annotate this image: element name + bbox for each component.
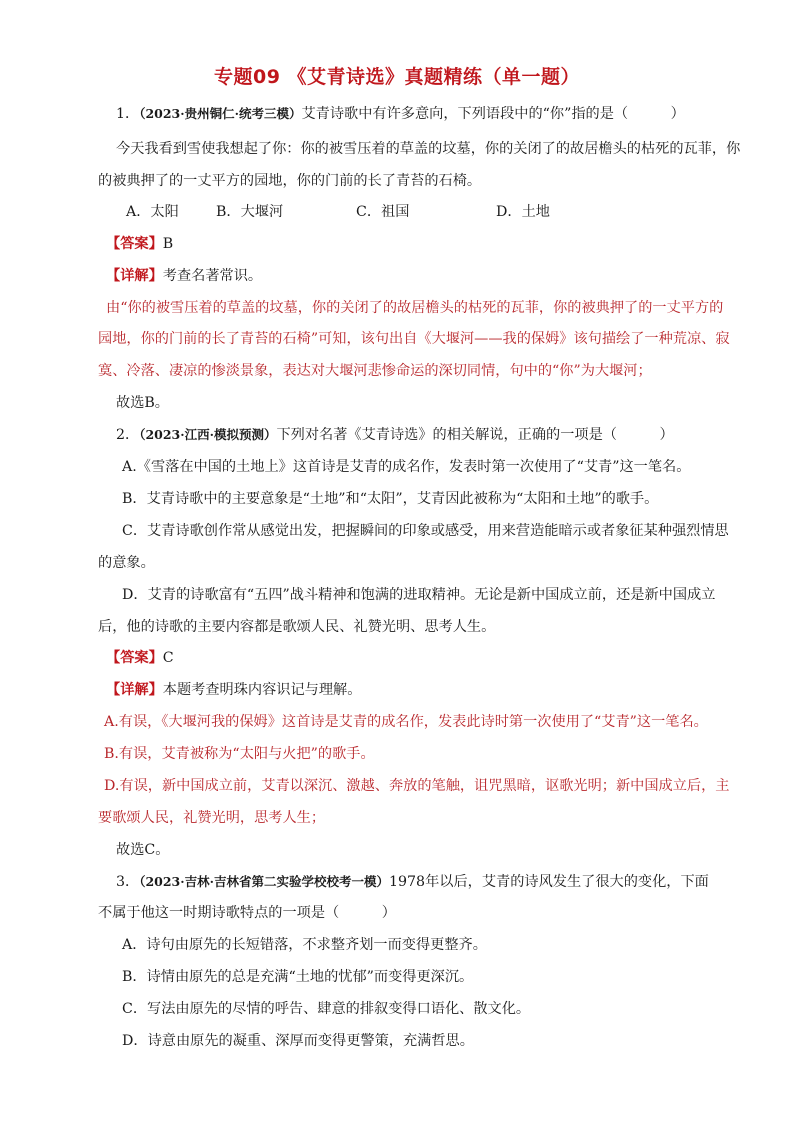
- explanation-line: 园地，你的门前的长了青苔的石椅”可知，该句出自《大堰河——我的保姆》该句描绘了一种荒凉、寂: [98, 331, 730, 347]
- passage-line: 今天我看到雪使我想起了你：你的被雪压着的草盖的坟墓，你的关闭了的故居檐头的枯死的瓦菲，你: [116, 141, 741, 157]
- question-source: （2023·吉林·吉林省第二实验学校校考一模）: [139, 874, 389, 889]
- detail-line: [106, 680, 361, 700]
- question-stem: 艾青诗歌中有许多意向，下列语段中的“你”指的是（ ）: [301, 106, 685, 122]
- answer-value: C: [162, 650, 174, 666]
- option-d: D．诗意由原先的凝重、深厚而变得更警策，充满哲思。: [122, 1033, 474, 1049]
- explanation-line: D.有误，新中国成立前，艾青以深沉、激越、奔放的笔触，诅咒黑暗，讴歌光明；新中国成立后，主: [104, 778, 730, 794]
- option-d: D．艾青的诗歌富有“五四”战斗精神和饱满的进取精神。无论是新中国成立前，还是新中国成立: [122, 587, 716, 603]
- answer-value: B: [162, 236, 174, 252]
- option-b: B．诗情由原先的总是充满“土地的忧郁”而变得更深沉。: [122, 969, 474, 985]
- question-1-header: [116, 104, 685, 124]
- question-number: 1．: [116, 106, 140, 122]
- passage-line: 的被典押了的一丈平方的园地，你的门前的长了青苔的石椅。: [98, 173, 482, 189]
- explanation-line: 由“你的被雪压着的草盖的坟墓，你的关闭了的故居檐头的枯死的瓦菲，你的被典押了的一丈平方的: [106, 300, 724, 316]
- detail-text: 考查名著常识。: [162, 268, 263, 284]
- explanation-line: A.有误，《大堰河我的保姆》这首诗是艾青的成名作，发表此诗时第一次使用了“艾青”这一笔名。: [104, 714, 708, 730]
- explanation-line: 要歌颂人民，礼赞光明，思考人生；: [98, 810, 326, 826]
- option-c-continued: 的意象。: [98, 555, 155, 571]
- detail-tag: 【详解】: [106, 682, 163, 698]
- question-2-header: [116, 425, 674, 445]
- question-number: 2．: [116, 427, 140, 443]
- detail-line: [106, 266, 262, 286]
- option-a: A．诗句由原先的长短错落，不求整齐划一而变得更整齐。: [122, 937, 487, 953]
- option-c: C．写法由原先的尽情的呼告、肆意的排叙变得口语化、散文化。: [122, 1001, 531, 1017]
- answer-line: [106, 234, 173, 254]
- conclusion: 故选B。: [116, 395, 169, 411]
- option-d-continued: 后，他的诗歌的主要内容都是歌颂人民、礼赞光明、思考人生。: [98, 619, 496, 635]
- question-source: （2023·贵州铜仁·统考三模）: [139, 106, 302, 121]
- conclusion: 故选C。: [116, 842, 170, 858]
- question-stem: 1978年以后，艾青的诗风发生了很大的变化，下面: [388, 874, 709, 890]
- option-b: B．大堰河: [216, 204, 284, 220]
- question-number: 3．: [116, 874, 140, 890]
- answer-tag: 【答案】: [106, 236, 163, 252]
- option-c: C．祖国: [356, 204, 410, 220]
- explanation-line: B.有误，艾青被称为“太阳与火把”的歌手。: [104, 746, 375, 762]
- answer-tag: 【答案】: [106, 650, 163, 666]
- question-source: （2023·江西·模拟预测）: [139, 427, 277, 442]
- answer-line: [106, 648, 174, 668]
- detail-tag: 【详解】: [106, 268, 163, 284]
- option-d: D．土地: [496, 204, 550, 220]
- option-c: C．艾青诗歌创作常从感觉出发，把握瞬间的印象或感受，用来营造能暗示或者象征某种强烈情思: [122, 523, 729, 539]
- explanation-line: 寞、冷落、凄凉的惨淡景象，表达对大堰河悲惨命运的深切同情，句中的“你”为大堰河；: [98, 363, 652, 379]
- detail-text: 本题考查明珠内容识记与理解。: [162, 682, 362, 698]
- question-stem-continued: 不属于他这一时期诗歌特点的一项是（ ）: [98, 905, 396, 921]
- option-b: B．艾青诗歌中的主要意象是“土地”和“太阳”，艾青因此被称为“太阳和土地”的歌手。: [122, 491, 659, 507]
- page-title: 专题09 《艾青诗选》真题精练（单一题）: [213, 66, 581, 88]
- option-a: A.《雪落在中国的土地上》这首诗是艾青的成名作，发表时第一次使用了“艾青”这一笔名。: [122, 459, 691, 475]
- question-3-header: [116, 872, 709, 892]
- question-1-options: [126, 202, 550, 222]
- question-stem: 下列对名著《艾青诗选》的相关解说，正确的一项是（ ）: [276, 427, 674, 443]
- option-a: A．太阳: [126, 204, 179, 220]
